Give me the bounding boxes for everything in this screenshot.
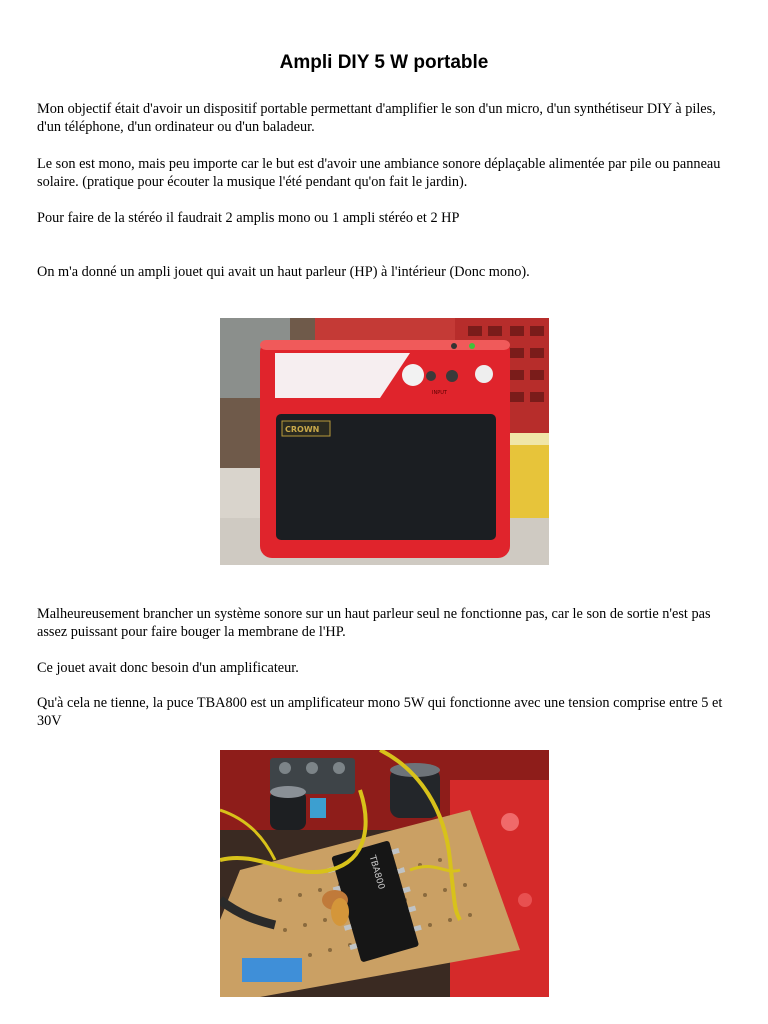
photo-toy-amplifier: [220, 318, 549, 565]
paragraph-needs-amplifier: Ce jouet avait donc besoin d'un amplificateur.: [37, 660, 299, 676]
paragraph-tba800: Qu'à cela ne tienne, la puce TBA800 est un amplificateur mono 5W qui fonctionne avec une tension comprise entre 5 et 30V: [37, 695, 723, 729]
paragraph-toy-amp: On m'a donné un ampli jouet qui avait un haut parleur (HP) à l'intérieur (Donc mono).: [37, 264, 530, 280]
page-title: Ampli DIY 5 W portable: [279, 52, 489, 73]
amp-input-label: INPUT: [432, 390, 447, 396]
paragraph-mono: Le son est mono, mais peu importe car le but est d'avoir une ambiance sonore déplaçable alimentée par pile ou panneau solaire. (pratique pour écouter la musique l'été pendant qu'on fait le jardin).: [37, 156, 721, 190]
chip-marking: TBA800: [366, 854, 386, 891]
photo-circuit-board: [220, 750, 549, 997]
circuit-photo-image: [220, 750, 549, 997]
amplifier-photo-image: [220, 318, 549, 565]
paragraph-stereo: Pour faire de la stéréo il faudrait 2 amplis mono ou 1 ampli stéréo et 2 HP: [37, 210, 460, 226]
paragraph-objective: Mon objectif était d'avoir un dispositif portable permettant d'amplifier le son d'un micro, d'un synthétiseur DIY à piles, d'un téléphone, d'un ordinateur ou d'un baladeur.: [37, 101, 716, 135]
amp-brand-label: CROWN: [285, 425, 320, 434]
paragraph-speaker-issue: Malheureusement brancher un système sonore sur un haut parleur seul ne fonctionne pas, car le son de sortie n'est pas assez puissant pour faire bouger la membrane de l'HP.: [37, 606, 711, 640]
